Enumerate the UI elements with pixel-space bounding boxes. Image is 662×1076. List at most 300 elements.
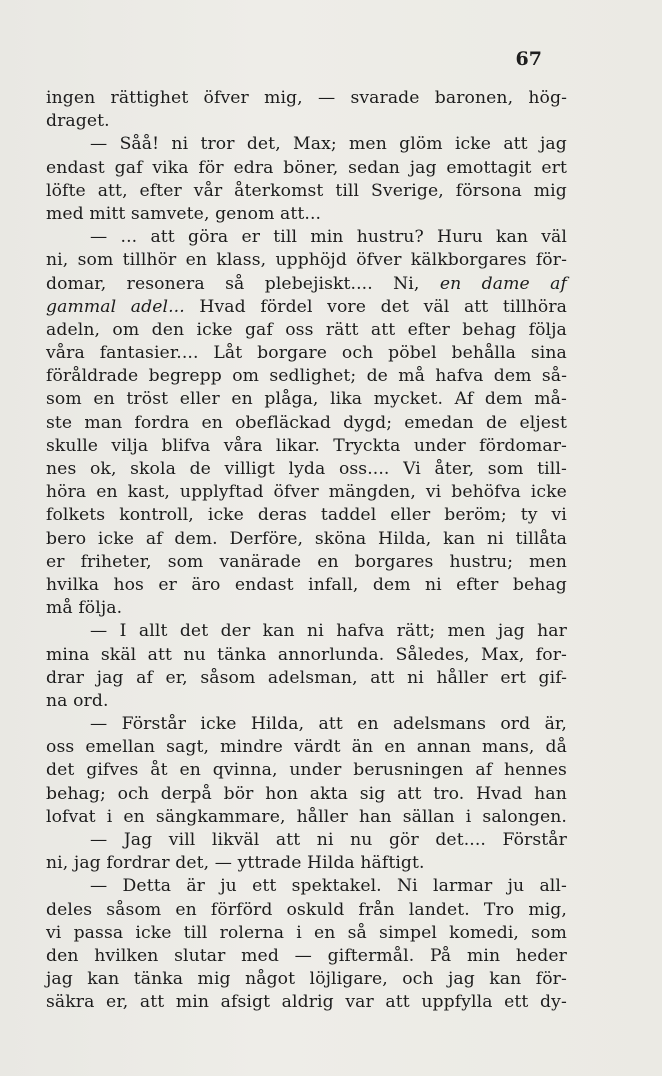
- word: er,: [106, 992, 129, 1013]
- word: öfver: [273, 482, 319, 503]
- text-line: [46, 481, 567, 504]
- word: om: [112, 319, 140, 340]
- word: Hvad: [199, 296, 246, 317]
- word: en: [231, 389, 253, 410]
- word: ...: [120, 227, 138, 248]
- word: en: [179, 760, 201, 781]
- word: med: [241, 945, 279, 966]
- word: likar.: [275, 435, 320, 456]
- word: må: [46, 598, 79, 619]
- word: vore: [327, 296, 367, 317]
- text-line: [46, 551, 567, 574]
- word: Hilda,: [250, 714, 305, 735]
- word: vi: [46, 922, 62, 943]
- word: friheter,: [80, 551, 152, 572]
- word: ert: [541, 157, 567, 178]
- word: må: [398, 366, 425, 387]
- word: bör: [223, 783, 254, 804]
- word: värdt: [294, 737, 341, 758]
- text-line: [46, 319, 567, 342]
- word: Tryckta: [333, 435, 401, 456]
- text-line: [46, 574, 567, 597]
- word: rätt;: [396, 621, 436, 642]
- word: fördomar-: [479, 435, 567, 456]
- word: ok,: [89, 459, 117, 479]
- word: föråldrade: [46, 366, 139, 387]
- word: så-: [541, 366, 567, 387]
- word: glöm: [399, 134, 443, 155]
- word: af: [136, 667, 153, 688]
- word: tro.: [433, 783, 465, 804]
- word: Låt: [213, 343, 243, 364]
- word: i: [465, 806, 472, 827]
- word: tröst: [126, 389, 169, 410]
- word: eller: [179, 389, 220, 410]
- word: kan: [443, 528, 476, 549]
- word: emottagit: [446, 157, 532, 178]
- word: sköna: [314, 528, 367, 549]
- word: lofvat: [46, 806, 96, 827]
- text-line: [46, 667, 567, 690]
- word: efter: [139, 180, 182, 201]
- word: behålla: [451, 343, 516, 364]
- word: är,: [544, 714, 567, 735]
- word: Förstår: [121, 714, 187, 735]
- word: er: [241, 227, 261, 248]
- word: Tro: [483, 899, 515, 920]
- word: jag: [46, 969, 73, 990]
- word: gammal: [46, 296, 117, 317]
- word: en: [96, 482, 118, 503]
- word: i: [106, 806, 113, 827]
- word: Hilda: [307, 853, 361, 874]
- word: försona: [455, 180, 522, 201]
- word: fantasier....: [99, 343, 199, 364]
- word: min: [175, 992, 210, 1013]
- word: må-: [534, 389, 567, 410]
- text-line: [46, 87, 567, 110]
- text-line: [46, 133, 567, 156]
- text-line: [46, 806, 567, 829]
- word: Huru: [437, 227, 483, 248]
- word: for-: [535, 644, 567, 665]
- word: hvilka: [46, 574, 100, 595]
- text-line: [46, 597, 567, 620]
- word: all-: [539, 876, 567, 897]
- word: samvete,: [130, 203, 216, 224]
- page-number: 67: [515, 48, 542, 70]
- word: att: [147, 644, 173, 665]
- word: oskuld: [286, 899, 345, 920]
- word: blifva: [161, 435, 211, 456]
- word: plebejiskt....: [264, 273, 373, 294]
- word: jag: [447, 969, 475, 990]
- word: emellan: [85, 737, 156, 758]
- word: domar,: [46, 273, 107, 294]
- word: kan: [489, 969, 522, 990]
- word: uppfylla: [421, 992, 493, 1013]
- word: yttrade: [237, 853, 308, 874]
- word: och: [402, 969, 434, 990]
- word: sagt,: [166, 737, 210, 758]
- word: för-: [535, 969, 567, 990]
- word: mig,: [264, 88, 303, 108]
- word: folkets: [46, 505, 106, 526]
- word: —: [294, 945, 312, 966]
- word: att: [503, 134, 528, 155]
- word: böner,: [283, 157, 339, 178]
- word: och: [341, 343, 374, 364]
- word: adeln,: [46, 319, 101, 340]
- text-line: [46, 180, 567, 203]
- word: Max;: [293, 134, 337, 155]
- word: min: [310, 227, 344, 248]
- word: men: [349, 134, 387, 155]
- word: ett: [504, 992, 529, 1013]
- word: väl: [423, 296, 450, 317]
- word: var: [345, 992, 374, 1013]
- text-line: [46, 296, 567, 319]
- word: till: [335, 180, 360, 201]
- word: under: [289, 760, 342, 781]
- word: vanärade: [219, 551, 302, 572]
- word: håller: [296, 806, 348, 827]
- word: tänka: [133, 969, 184, 990]
- text-line: [46, 899, 567, 922]
- word: en: [123, 806, 145, 827]
- word: gaf: [244, 319, 273, 340]
- word: Såå!: [119, 134, 160, 155]
- word: tänka: [217, 644, 267, 665]
- word: som: [487, 459, 524, 479]
- word: det: [46, 760, 75, 781]
- word: icke: [530, 482, 567, 503]
- word: mitt: [89, 203, 131, 224]
- word: eljest: [519, 412, 567, 433]
- word: för: [198, 157, 224, 178]
- word: infall,: [308, 574, 359, 595]
- word: mina: [46, 644, 90, 665]
- word: emedan: [404, 412, 474, 433]
- word: ord.: [73, 690, 109, 711]
- word: fordra: [134, 412, 190, 433]
- word: såsom: [106, 899, 162, 920]
- text-line: [46, 736, 567, 759]
- word: kontroll,: [119, 505, 194, 526]
- word: behag;: [46, 783, 106, 804]
- word: då: [545, 737, 567, 758]
- word: genom: [215, 203, 281, 224]
- word: ni: [486, 528, 504, 549]
- word: om: [232, 366, 260, 387]
- word: att...: [280, 203, 322, 224]
- word: förförd: [210, 899, 273, 920]
- word: att: [370, 319, 396, 340]
- word: en: [93, 389, 115, 410]
- word: —: [90, 134, 108, 155]
- word: komedi,: [449, 922, 519, 943]
- word: hvilken: [94, 945, 159, 966]
- word: icke: [454, 134, 492, 155]
- word: att,: [97, 180, 128, 201]
- word: ni,: [46, 853, 74, 874]
- word: äro: [191, 574, 221, 595]
- word: det: [380, 296, 409, 317]
- word: oss: [46, 737, 75, 758]
- word: rolerna: [219, 922, 285, 943]
- word: upphöjd: [275, 250, 347, 271]
- text-line: [46, 273, 567, 296]
- word: har: [537, 621, 567, 642]
- word: ni: [307, 621, 324, 642]
- word: mindre: [220, 737, 283, 758]
- text-line: [46, 249, 567, 272]
- text-line: [46, 504, 567, 527]
- word: Således,: [395, 644, 470, 665]
- word: tror: [200, 134, 235, 155]
- word: att: [275, 830, 301, 850]
- word: spektakel.: [291, 876, 382, 897]
- word: dame: [481, 273, 530, 294]
- word: mig,: [528, 899, 567, 920]
- word: —: [214, 853, 238, 874]
- word: ord: [500, 714, 531, 735]
- word: draget.: [46, 111, 110, 132]
- word: afsigt: [220, 992, 271, 1013]
- word: sedlighet;: [269, 366, 357, 387]
- text-line: [46, 157, 567, 180]
- word: våra: [46, 343, 85, 364]
- word: att: [463, 296, 489, 317]
- word: hafva: [336, 621, 385, 642]
- word: hon: [265, 783, 299, 804]
- text-line: [46, 435, 567, 458]
- word: följa.: [78, 598, 123, 619]
- word: ty: [520, 505, 538, 526]
- word: hög-: [528, 88, 567, 108]
- word: aldrig: [281, 992, 334, 1013]
- word: sina: [530, 343, 567, 364]
- word: af: [550, 273, 567, 294]
- word: jag: [409, 157, 437, 178]
- word: men: [447, 621, 486, 642]
- word: såsom: [200, 667, 256, 688]
- word: att: [370, 667, 395, 688]
- word: giftermål.: [327, 945, 415, 966]
- word: —: [90, 621, 108, 642]
- word: ni: [425, 574, 442, 595]
- word: Hilda,: [378, 528, 432, 549]
- word: er,: [165, 667, 188, 688]
- word: efter: [456, 574, 499, 595]
- word: att: [318, 714, 343, 735]
- word: endast: [234, 574, 294, 595]
- word: mycket.: [373, 389, 444, 410]
- word: ingen: [46, 88, 96, 108]
- text-line: [46, 620, 567, 643]
- word: adelsmans: [392, 714, 487, 735]
- word: fördel: [260, 296, 313, 317]
- text-line: [46, 690, 567, 713]
- text-line: [46, 759, 567, 782]
- word: rättighet: [110, 88, 189, 108]
- word: hustru;: [449, 551, 514, 572]
- word: simpel: [379, 922, 437, 943]
- word: som: [531, 922, 567, 943]
- word: —: [90, 876, 108, 897]
- word: annan: [416, 737, 471, 758]
- word: att: [139, 992, 165, 1013]
- word: sällan: [402, 806, 455, 827]
- word: der: [220, 621, 251, 642]
- word: ste: [46, 412, 73, 433]
- word: löfte: [46, 180, 86, 201]
- word: taddel: [320, 505, 377, 526]
- word: hustru?: [356, 227, 424, 248]
- word: Detta: [122, 876, 172, 897]
- word: den: [46, 945, 79, 966]
- word: skulle: [46, 435, 99, 456]
- word: ni: [171, 134, 189, 155]
- word: er: [158, 574, 177, 595]
- word: jag: [539, 134, 567, 155]
- word: gifves: [86, 760, 139, 781]
- word: han: [534, 783, 567, 804]
- word: mängden,: [328, 482, 416, 503]
- word: jag: [73, 853, 107, 874]
- text-line: [46, 365, 567, 388]
- word: salongen.: [482, 806, 567, 827]
- word: jag: [96, 667, 124, 688]
- word: som: [46, 389, 82, 410]
- word: adel...: [130, 296, 185, 317]
- word: drar: [46, 667, 85, 688]
- word: annorlunda.: [277, 644, 385, 665]
- word: oss....: [338, 459, 390, 479]
- word: ert: [500, 667, 526, 688]
- word: lika: [330, 389, 363, 410]
- word: till: [183, 922, 208, 943]
- word: Jag: [123, 830, 153, 850]
- word: begrepp: [148, 366, 222, 387]
- word: ni: [316, 830, 334, 850]
- word: Derföre,: [229, 528, 304, 549]
- word: larmar: [433, 876, 493, 897]
- text-line: [46, 991, 567, 1014]
- word: eller: [390, 505, 431, 526]
- text-line: [46, 945, 567, 968]
- text-line: [46, 968, 567, 991]
- word: som: [77, 250, 114, 271]
- word: mig: [533, 180, 567, 201]
- word: adelsman,: [267, 667, 358, 688]
- word: sig: [359, 783, 386, 804]
- word: rätt: [325, 319, 359, 340]
- word: men: [529, 551, 567, 572]
- word: för-: [535, 250, 567, 271]
- word: villigt: [224, 459, 275, 479]
- word: att: [385, 992, 410, 1013]
- word: deras: [257, 505, 307, 526]
- text-line: [46, 458, 567, 481]
- word: icke: [97, 528, 135, 549]
- word: efter: [407, 319, 450, 340]
- word: fordrar: [106, 853, 176, 874]
- word: att: [150, 227, 175, 248]
- word: säkra: [46, 992, 95, 1013]
- word: tillåta: [515, 528, 567, 549]
- word: hos: [113, 574, 144, 595]
- word: i: [296, 922, 302, 943]
- word: Af: [454, 389, 474, 410]
- text-line: [46, 342, 567, 365]
- text-line: [46, 644, 567, 667]
- word: Max,: [481, 644, 525, 665]
- word: öfver: [203, 88, 249, 108]
- word: så: [225, 273, 245, 294]
- word: till: [273, 227, 298, 248]
- word: åter,: [434, 459, 475, 479]
- word: vi: [425, 482, 442, 503]
- text-line: [46, 388, 567, 411]
- word: dem: [372, 574, 411, 595]
- word: qvinna,: [212, 760, 278, 781]
- text-line: [46, 226, 567, 249]
- word: tillhör: [122, 250, 177, 271]
- word: sängkammare,: [155, 806, 286, 827]
- word: en: [357, 714, 379, 735]
- word: en: [317, 551, 339, 572]
- word: kan: [262, 621, 295, 642]
- word: heder: [515, 945, 567, 966]
- word: något: [245, 969, 296, 990]
- word: icke: [200, 714, 237, 735]
- word: plåga,: [264, 389, 319, 410]
- word: dy-: [540, 992, 567, 1013]
- word: tillhöra: [502, 296, 567, 317]
- word: bero: [46, 528, 87, 549]
- word: behag: [512, 574, 567, 595]
- word: Förstår: [502, 830, 567, 850]
- word: dem.: [174, 528, 218, 549]
- word: vi: [551, 505, 567, 526]
- word: icke: [207, 505, 244, 526]
- word: det: [179, 621, 209, 642]
- word: dem: [484, 389, 523, 410]
- word: na: [46, 690, 74, 711]
- word: pöbel: [388, 343, 437, 364]
- word: göra: [188, 227, 229, 248]
- word: gör: [388, 830, 419, 850]
- word: allt: [138, 621, 168, 642]
- word: dem: [493, 366, 532, 387]
- word: som: [167, 551, 204, 572]
- word: håller: [436, 667, 488, 688]
- word: deles: [46, 899, 93, 920]
- word: nu: [183, 644, 206, 665]
- word: borgares: [354, 551, 434, 572]
- text-line: [46, 110, 567, 133]
- word: det....: [435, 830, 486, 850]
- word: Hvad: [476, 783, 523, 804]
- word: Vi: [403, 459, 421, 479]
- word: —: [317, 88, 336, 108]
- word: med: [46, 203, 90, 224]
- word: så: [347, 922, 367, 943]
- word: vår: [193, 180, 223, 201]
- word: ju: [507, 876, 525, 897]
- word: likväl: [211, 830, 260, 850]
